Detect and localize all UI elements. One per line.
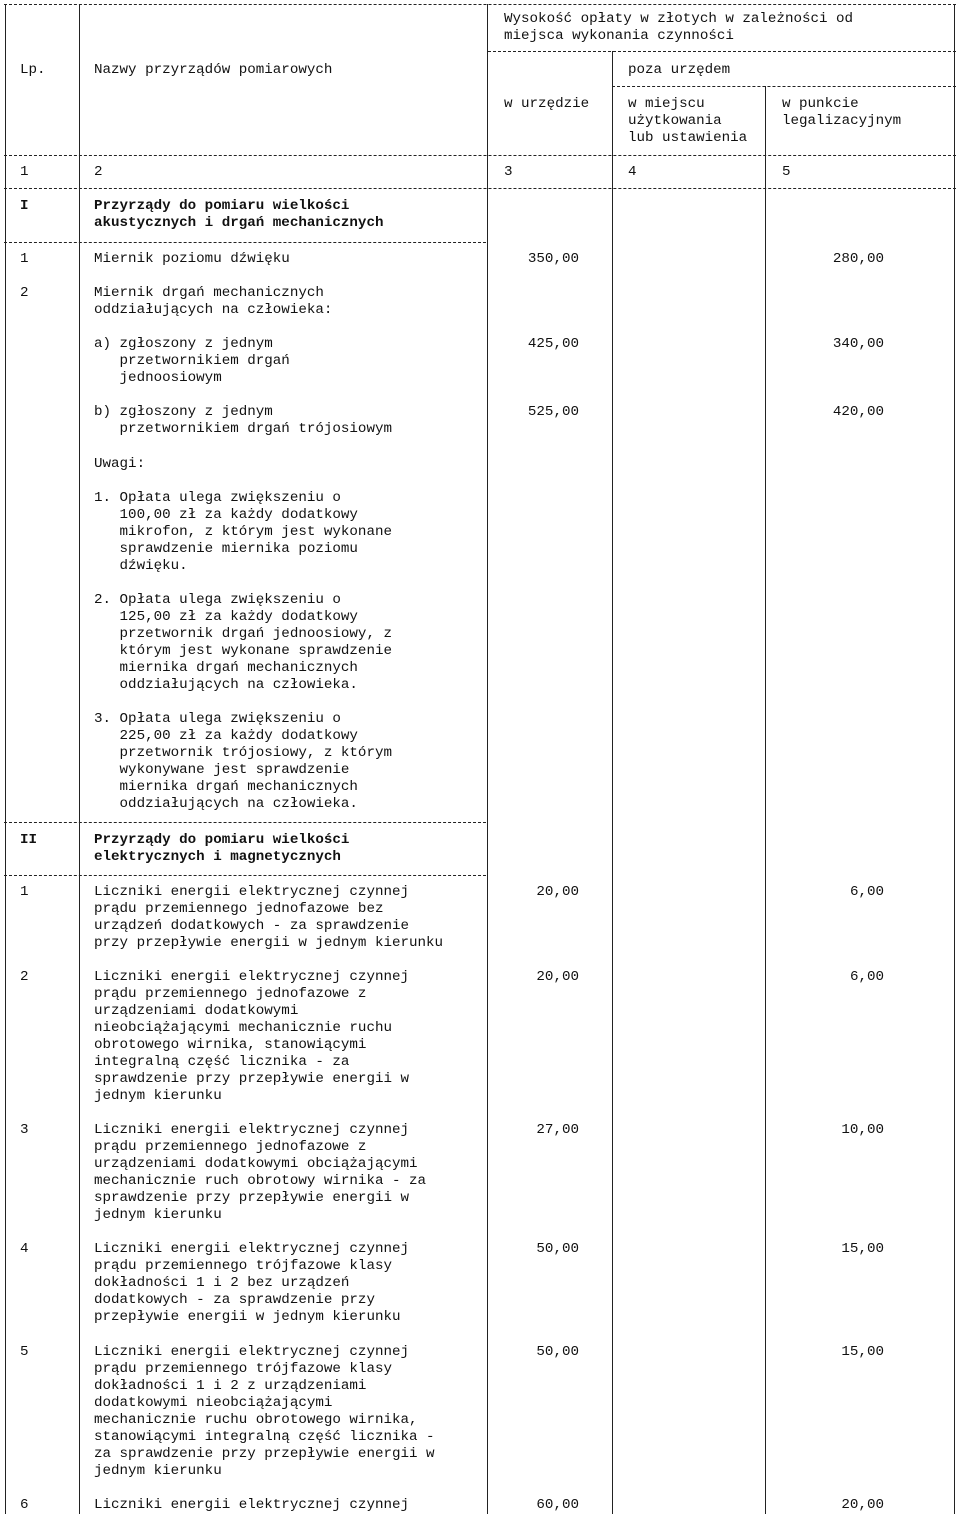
header-outside-office: poza urzędem [628, 62, 731, 78]
column-separator [487, 4, 488, 1514]
notes-title: Uwagi: [94, 456, 146, 472]
row-lp: 1 [20, 884, 29, 900]
fee-in-office: 50,00 [536, 1344, 579, 1360]
column-separator [765, 86, 766, 1514]
row-lp: 1 [20, 251, 29, 267]
fee-legalization-point: 420,00 [832, 404, 884, 420]
column-separator [5, 4, 6, 1514]
table-rule [4, 875, 486, 876]
fee-in-office: 350,00 [527, 251, 579, 267]
column-number-3: 3 [504, 164, 513, 180]
instrument-name-line: dokładności 1 i 2 z urządzeniami [94, 1378, 367, 1394]
note-line: 225,00 zł za każdy dodatkowy [94, 728, 358, 744]
section-title-line: Przyrządy do pomiaru wielkości [94, 832, 350, 848]
instrument-name-line: dokładności 1 i 2 bez urządzeń [94, 1275, 350, 1291]
instrument-name-line: prądu przemiennego trójfazowe klasy [94, 1258, 392, 1274]
note-line: którym jest wykonane sprawdzenie [94, 643, 392, 659]
column-separator [79, 4, 80, 1514]
note-line: wykonywane jest sprawdzenie [94, 762, 350, 778]
note-line: sprawdzenie miernika poziomu [94, 541, 358, 557]
instrument-name-line: dodatkowych - za sprawdzenie przy [94, 1292, 375, 1308]
column-separator [954, 4, 955, 1514]
section-roman-numeral: I [20, 198, 29, 214]
column-number-4: 4 [628, 164, 637, 180]
fee-in-office: 20,00 [536, 969, 579, 985]
table-rule [4, 822, 486, 823]
fee-legalization-point: 6,00 [849, 884, 884, 900]
note-line: miernika drgań mechanicznych [94, 779, 358, 795]
instrument-name-line: jednym kierunku [94, 1463, 222, 1479]
note-line: przetwornik trójosiowy, z którym [94, 745, 392, 761]
instrument-name-line: sprawdzenie przy przepływie energii w [94, 1190, 410, 1206]
instrument-name-line: prądu przemiennego jednofazowe z [94, 1139, 367, 1155]
note-line: dźwięku. [94, 558, 188, 574]
section-title-line: Przyrządy do pomiaru wielkości [94, 198, 350, 214]
table-rule [4, 188, 956, 189]
note-line: 100,00 zł za każdy dodatkowy [94, 507, 358, 523]
instrument-name-line: obrotowego wirnika, stanowiącymi [94, 1037, 367, 1053]
instrument-name-line: przetwornikiem drgań trójosiowym [94, 421, 392, 437]
fee-legalization-point: 15,00 [841, 1344, 884, 1360]
fee-heading-line-2: miejsca wykonania czynności [504, 28, 734, 44]
instrument-name-line: Liczniki energii elektrycznej czynnej [94, 1497, 410, 1513]
note-line: 125,00 zł za każdy dodatkowy [94, 609, 358, 625]
instrument-name-line: a) zgłoszony z jednym [94, 336, 273, 352]
fee-in-office: 425,00 [527, 336, 579, 352]
instrument-name-line: przepływie energii w jednym kierunku [94, 1309, 401, 1325]
section-roman-numeral: II [20, 832, 38, 848]
instrument-name-line: za sprawdzenie przy przepływie energii w [94, 1446, 435, 1462]
fee-in-office: 27,00 [536, 1122, 579, 1138]
instrument-name-line: prądu przemiennego jednofazowe z [94, 986, 367, 1002]
fee-legalization-point: 20,00 [841, 1497, 884, 1513]
note-line: 3. Opłata ulega zwiększeniu o [94, 711, 341, 727]
fee-in-office: 20,00 [536, 884, 579, 900]
section-title-line: elektrycznych i magnetycznych [94, 849, 341, 865]
instrument-name-line: Liczniki energii elektrycznej czynnej [94, 1241, 410, 1257]
instrument-name-line: jednym kierunku [94, 1088, 222, 1104]
fee-legalization-point: 340,00 [832, 336, 884, 352]
header-place-of-use-3: lub ustawienia [628, 130, 748, 146]
table-rule [488, 51, 956, 52]
row-lp: 2 [20, 285, 29, 301]
row-lp: 6 [20, 1497, 29, 1513]
instrument-name-line: przetwornikiem drgań [94, 353, 290, 369]
instrument-name-line: mechanicznie ruchu obrotowego wirnika, [94, 1412, 418, 1428]
fee-legalization-point: 6,00 [849, 969, 884, 985]
note-line: 1. Opłata ulega zwiększeniu o [94, 490, 341, 506]
instrument-name-line: Miernik poziomu dźwięku [94, 251, 290, 267]
note-line: oddziałujących na człowieka. [94, 796, 358, 812]
instrument-name-line: Liczniki energii elektrycznej czynnej [94, 1122, 410, 1138]
table-rule [4, 242, 486, 243]
fee-legalization-point: 15,00 [841, 1241, 884, 1257]
instrument-name-line: Miernik drgań mechanicznych [94, 285, 324, 301]
instrument-name-line: mechanicznie ruch obrotowy wirnika - za [94, 1173, 427, 1189]
instrument-name-line: dodatkowymi nieobciążającymi [94, 1395, 333, 1411]
header-legalization-point-1: w punkcie [782, 96, 859, 112]
note-line: oddziałujących na człowieka. [94, 677, 358, 693]
instrument-name-line: b) zgłoszony z jednym [94, 404, 273, 420]
header-place-of-use-2: użytkowania [628, 113, 722, 129]
instrument-name-line: jednoosiowym [94, 370, 222, 386]
column-number-5: 5 [782, 164, 791, 180]
table-rule [4, 4, 956, 5]
note-line: przetwornik drgań jednoosiowy, z [94, 626, 392, 642]
header-instrument-names: Nazwy przyrządów pomiarowych [94, 62, 333, 78]
instrument-name-line: urządzeniami dodatkowymi [94, 1003, 299, 1019]
fee-in-office: 60,00 [536, 1497, 579, 1513]
note-line: 2. Opłata ulega zwiększeniu o [94, 592, 341, 608]
row-lp: 4 [20, 1241, 29, 1257]
instrument-name-line: prądu przemiennego jednofazowe bez [94, 901, 384, 917]
note-line: mikrofon, z którym jest wykonane [94, 524, 392, 540]
header-place-of-use-1: w miejscu [628, 96, 705, 112]
instrument-name-line: oddziałujących na człowieka: [94, 302, 333, 318]
row-lp: 2 [20, 969, 29, 985]
fee-in-office: 525,00 [527, 404, 579, 420]
row-lp: 5 [20, 1344, 29, 1360]
section-title-line: akustycznych i drgań mechanicznych [94, 215, 384, 231]
instrument-name-line: Liczniki energii elektrycznej czynnej [94, 1344, 410, 1360]
header-in-office: w urzędzie [504, 96, 590, 112]
table-rule [4, 155, 956, 156]
fee-legalization-point: 10,00 [841, 1122, 884, 1138]
instrument-name-line: urządzeniami dodatkowymi obciążającymi [94, 1156, 418, 1172]
column-number-2: 2 [94, 164, 103, 180]
instrument-name-line: przy przepływie energii w jednym kierunku [94, 935, 444, 951]
header-legalization-point-2: legalizacyjnym [782, 113, 902, 129]
instrument-name-line: prądu przemiennego trójfazowe klasy [94, 1361, 392, 1377]
column-separator [612, 51, 613, 1514]
column-number-1: 1 [20, 164, 29, 180]
instrument-name-line: stanowiącymi integralną część licznika - [94, 1429, 435, 1445]
header-lp: Lp. [20, 62, 46, 78]
instrument-name-line: Liczniki energii elektrycznej czynnej [94, 969, 410, 985]
instrument-name-line: Liczniki energii elektrycznej czynnej [94, 884, 410, 900]
instrument-name-line: nieobciążającymi mechanicznie ruchu [94, 1020, 392, 1036]
instrument-name-line: jednym kierunku [94, 1207, 222, 1223]
fee-legalization-point: 280,00 [832, 251, 884, 267]
fee-in-office: 50,00 [536, 1241, 579, 1257]
instrument-name-line: sprawdzenie przy przepływie energii w [94, 1071, 410, 1087]
row-lp: 3 [20, 1122, 29, 1138]
instrument-name-line: integralną część licznika - za [94, 1054, 350, 1070]
table-rule [612, 86, 956, 87]
note-line: miernika drgań mechanicznych [94, 660, 358, 676]
instrument-name-line: urządzeń dodatkowych - za sprawdzenie [94, 918, 410, 934]
fee-heading-line-1: Wysokość opłaty w złotych w zależności od [504, 11, 854, 27]
